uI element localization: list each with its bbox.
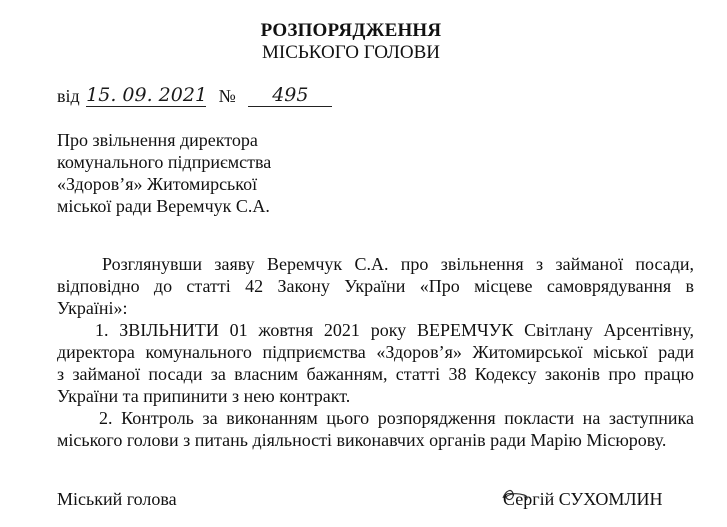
- document-subtitle: МІСЬКОГО ГОЛОВИ: [262, 42, 440, 63]
- order-item-1-line: з займаної посади за власним бажанням, статті 38 Кодексу законів про працю: [57, 364, 694, 384]
- order-item-2-line: міського голови з питань діяльності виконавчих органів ради Марію Місюрову.: [57, 430, 667, 450]
- body-line: відповідно до статті 42 Закону України «Про місцеве самоврядування в: [57, 276, 694, 296]
- subject-line: комунального підприємства: [57, 152, 272, 172]
- order-item-2-line: 2. Контроль за виконанням цього розпорядження покласти на заступника: [99, 408, 694, 428]
- date-label: від: [57, 86, 80, 106]
- signatory-name: Сергій СУХОМЛИН: [503, 489, 663, 509]
- document-meta: [57, 84, 332, 110]
- subject-line: «Здоров’я» Житомирської: [57, 174, 258, 194]
- subject-line: Про звільнення директора: [57, 130, 258, 150]
- document-body: [57, 253, 694, 451]
- subject-line: міської ради Веремчук С.А.: [57, 196, 270, 216]
- signatory-position: Міський голова: [57, 489, 177, 509]
- number-handwritten: 495: [248, 84, 332, 107]
- body-line: Розглянувши заяву Веремчук С.А. про звільнення з займаної посади,: [102, 254, 694, 274]
- order-item-1-line: України та припинити з нею контракт.: [57, 386, 351, 406]
- body-line: Україні»:: [57, 298, 128, 318]
- date-handwritten: 15. 09. 2021: [86, 84, 208, 106]
- number-label: №: [218, 86, 236, 106]
- subject-block: [57, 129, 271, 217]
- order-item-1-line: директора комунального підприємства «Здоров’я» Житомирської міської ради: [57, 342, 694, 362]
- document-title: РОЗПОРЯДЖЕННЯ: [260, 20, 442, 41]
- order-item-1-line: 1. ЗВІЛЬНИТИ 01 жовтня 2021 року ВЕРЕМЧУК Світлану Арсентівну,: [95, 320, 694, 340]
